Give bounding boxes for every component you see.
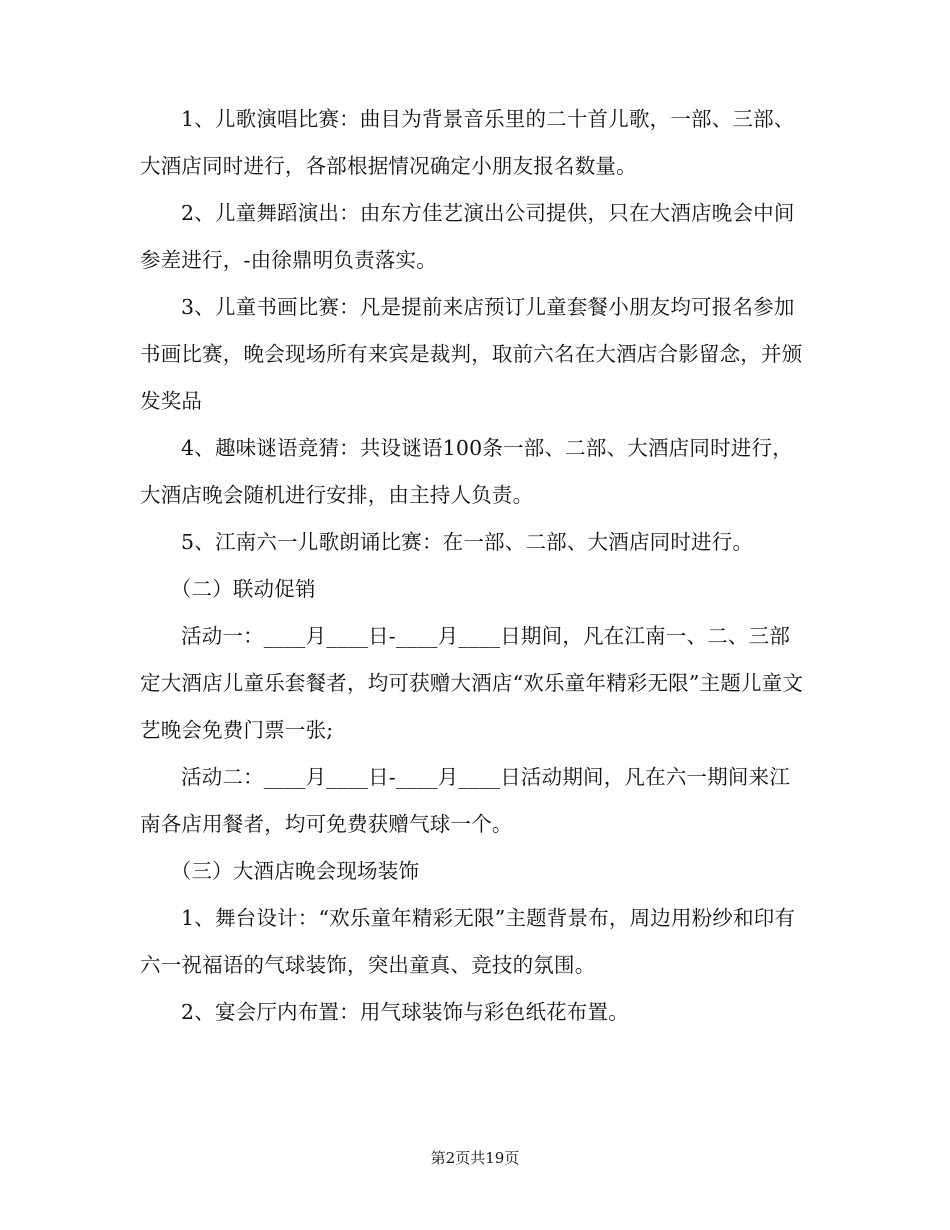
section-heading-decoration: （三）大酒店晚会现场装饰	[170, 859, 420, 883]
section-heading-promotion: （二）联动促销	[170, 577, 316, 601]
document-body	[140, 96, 810, 1036]
paragraph-promo-one: 活动一：____月____日-____月____日期间，凡在江南一、二、三部定大酒店儿童乐套餐者，均可获赠大酒店“欢乐童年精彩无限”主题儿童文艺晚会免费门票一张;	[140, 624, 804, 742]
paragraph-dance-show: 2、儿童舞蹈演出：由东方佳艺演出公司提供，只在大酒店晚会中间参差进行，-由徐鼎明负责落实。	[140, 201, 795, 272]
paragraph-recitation-contest: 5、江南六一儿歌朗诵比赛：在一部、二部、大酒店同时进行。	[181, 530, 754, 554]
paragraph-stage-design: 1、舞台设计：“欢乐童年精彩无限”主题背景布，周边用粉纱和印有六一祝福语的气球装饰，突出童真、竞技的氛围。	[140, 906, 796, 977]
paragraph-painting-contest: 3、儿童书画比赛：凡是提前来店预订儿童套餐小朋友均可报名参加书画比赛，晚会现场所有来宾是裁判，取前六名在大酒店合影留念，并颁发奖品	[140, 295, 803, 413]
paragraph-song-contest: 1、儿歌演唱比赛：曲目为背景音乐里的二十首儿歌，一部、三部、大酒店同时进行，各部根据情况确定小朋友报名数量。	[140, 107, 795, 178]
page-number-footer: 第2页共19页	[430, 1149, 520, 1167]
paragraph-hall-layout: 2、宴会厅内布置：用气球装饰与彩色纸花布置。	[181, 1000, 629, 1024]
paragraph-promo-two: 活动二：____月____日-____月____日活动期间，凡在六一期间来江南各店用餐者，均可免费获赠气球一个。	[140, 765, 791, 836]
paragraph-riddle-game: 4、趣味谜语竞猜：共设谜语100条一部、二部、大酒店同时进行，大酒店晚会随机进行安排，由主持人负责。	[140, 436, 793, 507]
